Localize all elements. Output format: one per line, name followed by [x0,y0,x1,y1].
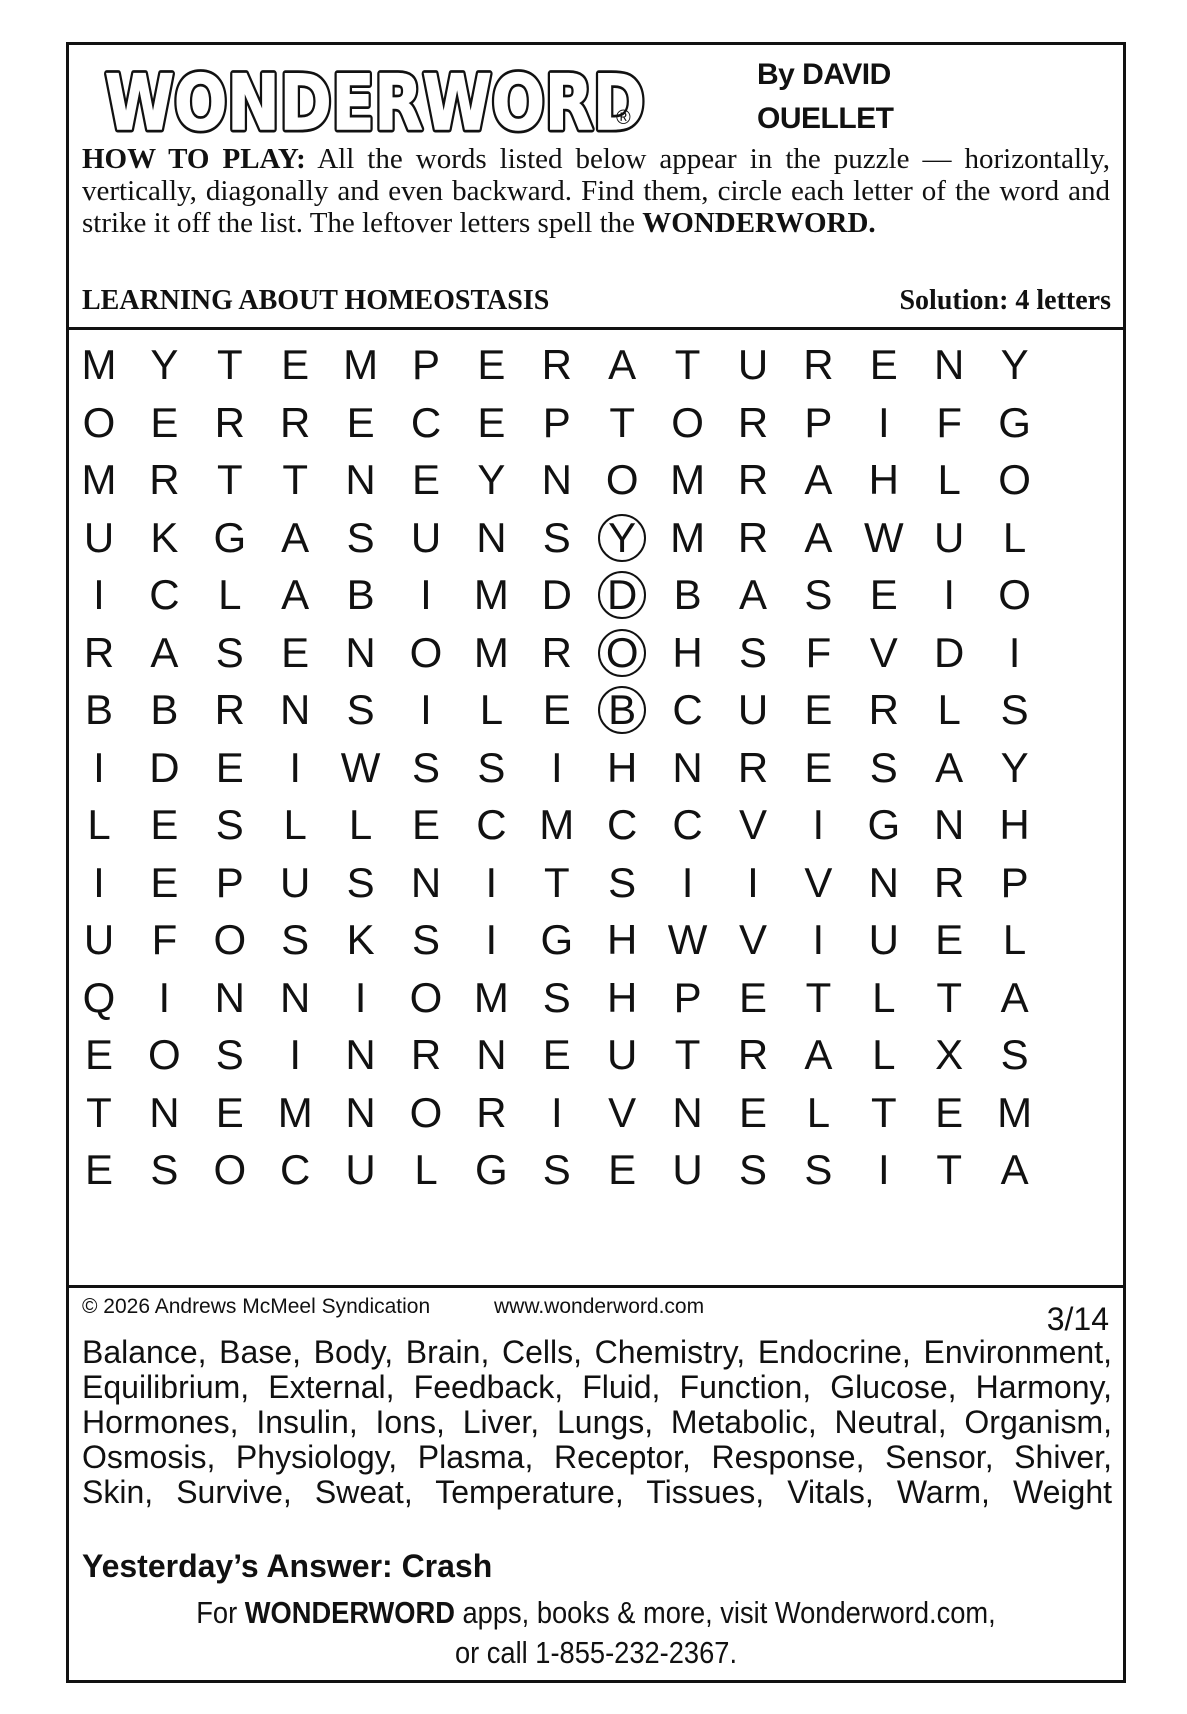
copyright: © 2026 Andrews McMeel Syndication [82,1295,431,1318]
grid-cell[interactable]: G [998,398,1031,446]
grid-cell[interactable]: E [542,686,571,733]
grid-cell[interactable]: R [737,456,769,503]
grid-cell[interactable]: B [673,571,702,618]
grid-cell[interactable]: E [411,456,440,503]
grid-cell[interactable]: E [150,858,179,906]
grid-cell[interactable]: E [346,398,375,446]
grid-cell[interactable]: A [935,743,964,791]
grid-cell[interactable]: I [943,571,956,618]
grid-cell[interactable]: E [542,1031,571,1078]
grid-cell[interactable]: Y [592,508,652,568]
grid-cell[interactable]: N [934,341,965,388]
grid-cell[interactable]: Y [150,341,179,388]
grid-cell[interactable]: F [936,398,963,446]
grid-cell[interactable]: E [935,1088,964,1136]
registered-mark: ® [616,107,631,129]
grid-cell[interactable]: M [473,973,509,1021]
grid-cell[interactable]: S [804,571,833,618]
grid-cell[interactable]: P [542,398,571,446]
grid-cell[interactable]: R [541,341,572,388]
grid-cell[interactable]: S [804,1146,833,1193]
grid-cell[interactable]: P [804,398,833,446]
grid-cell[interactable]: M [539,801,575,848]
grid-cell[interactable]: L [872,973,896,1021]
grid-cell[interactable]: S [477,743,506,791]
grid-cell[interactable]: A [738,571,767,618]
grid-cell[interactable]: A [804,456,833,503]
grid-cell[interactable]: H [607,916,638,963]
grid-cell[interactable]: U [737,686,769,733]
solution-length: Solution: 4 letters [899,285,1111,316]
grid-cell[interactable]: I [747,858,759,906]
grid-cell[interactable]: I [354,973,367,1021]
grid-cell[interactable]: O [998,571,1031,618]
grid-cell[interactable]: V [608,1088,637,1136]
how-to-play-tail: WONDERWORD. [642,207,876,239]
grid-cell[interactable]: E [608,1146,637,1193]
grid-cell[interactable]: L [218,571,242,618]
grid-cell[interactable]: T [543,858,570,906]
grid-cell[interactable]: M [670,513,706,561]
grid-cell[interactable]: O [592,623,652,683]
grid-cell[interactable]: N [476,513,507,561]
grid-cell[interactable]: E [804,743,833,791]
grid-cell[interactable]: E [935,916,964,963]
grid-cell[interactable]: M [473,628,509,676]
grid-cell[interactable]: S [281,916,310,963]
puzzle-theme: LEARNING ABOUT HOMEOSTASIS [82,285,550,316]
grid-cell[interactable]: T [86,1088,112,1136]
grid-cell[interactable]: O [998,456,1031,503]
grid-cell[interactable]: U [345,1146,376,1193]
grid-cell[interactable]: D [592,565,652,625]
grid-cell[interactable]: R [476,1088,507,1136]
grid-cell[interactable]: E [281,628,310,676]
grid-cell[interactable]: U [83,916,115,963]
grid-cell[interactable]: G [475,1146,508,1193]
grid-cell[interactable]: O [409,628,443,676]
grid-cell[interactable]: N [476,1031,507,1078]
grid-cell[interactable]: S [215,1031,244,1078]
grid-cell[interactable]: H [868,456,899,503]
grid-cell[interactable]: C [672,801,703,848]
yesterday-answer: Yesterday’s Answer: Crash [82,1548,493,1584]
grid-cell[interactable]: W [667,916,708,963]
grid-cell[interactable]: V [804,858,833,906]
grid-cell[interactable]: S [738,628,767,676]
grid-cell[interactable]: A [608,341,637,388]
grid-cell[interactable]: R [737,513,769,561]
grid-cell[interactable]: T [282,456,309,503]
grid-cell[interactable]: U [737,341,769,388]
grid-cell[interactable]: E [804,686,833,733]
grid-cell[interactable]: O [409,1088,443,1136]
grid-cell[interactable]: M [277,1088,313,1136]
grid-cell[interactable]: I [681,858,694,906]
grid-cell[interactable]: D [541,571,572,618]
grid-cell[interactable]: P [673,973,702,1021]
grid-cell[interactable]: A [1000,973,1029,1021]
grid-cell[interactable]: S [738,1146,767,1193]
grid-cell[interactable]: L [87,801,111,848]
grid-cell[interactable]: I [485,916,498,963]
website-link[interactable]: www.wonderword.com [494,1295,705,1318]
grid-cell[interactable]: C [607,801,638,848]
word-list: Balance, Base, Body, Brain, Cells, Chemistry, Endocrine, Environment, Equilibrium, External, Feedback, Fluid, Function, Glucose, Harmony, Hormones, Insulin, Ions, Liver, Lungs, Metabolic, Neutral, Organism, Osmosis, Physiology, Plasma, Receptor, Response, Sensor, Shiver, Skin, Survive, Sweat, Temperature, Tissues, Vitals, Warm, Weight [82,1334,1112,1510]
grid-cell[interactable]: Q [82,973,116,1021]
grid-cell[interactable]: I [877,398,890,446]
how-to-play-text: All the words listed below appear in the puzzle — horizontally, vertically, diagonally and even backward. Find them, circle each letter of the word and strike it off the list. The leftover letters spell the [82,143,1111,239]
grid-cell[interactable]: I [1008,628,1021,676]
grid-cell[interactable]: L [414,1146,438,1193]
grid-cell[interactable]: N [280,973,311,1021]
logo-text: WONDERWORD [105,58,645,147]
grid-cell[interactable]: I [158,973,171,1021]
grid-cell[interactable]: E [215,1088,244,1136]
grid-cell[interactable]: B [84,686,113,733]
grid-cell[interactable]: S [542,513,571,561]
grid-cell[interactable]: B [150,686,179,733]
grid-cell[interactable]: T [674,341,701,388]
grid-cell[interactable]: C [410,398,442,446]
grid-cell[interactable]: N [345,1031,376,1078]
grid-cell[interactable]: T [216,456,243,503]
grid-cell[interactable]: R [868,686,899,733]
grid-cell[interactable]: W [863,513,904,561]
grid-cell[interactable]: A [804,513,833,561]
grid-cell[interactable]: S [1000,1031,1029,1078]
footer-promo: For WONDERWORD apps, books & more, visit Wonderword.com, or call 1-855-232-2367. [132,1593,1060,1673]
grid-cell[interactable]: N [345,456,376,503]
grid-cell[interactable]: D [934,628,965,676]
grid-cell[interactable]: A [804,1031,833,1078]
grid-cell[interactable]: E [477,398,506,446]
grid-cell[interactable]: N [345,1088,376,1136]
grid-cell[interactable]: X [935,1031,964,1078]
grid-cell[interactable]: S [869,743,898,791]
grid-cell[interactable]: U [410,513,442,561]
grid-cell[interactable]: I [485,858,498,906]
grid-cell[interactable]: C [476,801,507,848]
grid-cell[interactable]: N [149,1088,180,1136]
svg-text:WONDERWORD: WONDERWORD [105,58,645,147]
grid-cell[interactable]: I [812,801,825,848]
grid-cell[interactable]: N [280,686,311,733]
grid-cell[interactable]: M [670,456,706,503]
grid-cell[interactable]: C [672,686,703,733]
grid-cell[interactable]: E [869,571,898,618]
grid-cell[interactable]: L [872,1031,896,1078]
grid-cell[interactable]: R [280,398,311,446]
grid-cell[interactable]: K [150,513,179,561]
how-to-play [82,143,1110,239]
grid-cell[interactable]: R [737,398,769,446]
grid-cell[interactable]: R [214,398,245,446]
how-to-play-label: HOW TO PLAY: [82,143,306,175]
grid-cell[interactable]: K [346,916,375,963]
grid-cell[interactable]: A [281,513,310,561]
footer-brand: WONDERWORD [244,1595,455,1630]
grid-cell[interactable]: R [737,743,769,791]
grid-cell[interactable]: G [540,916,574,963]
grid-cell[interactable]: S [346,686,375,733]
grid-cell[interactable]: L [1002,513,1027,561]
grid-cell[interactable]: M [343,341,379,388]
grid-cell[interactable]: Y [1000,341,1029,388]
grid-cell[interactable]: C [149,571,180,618]
grid-cell[interactable]: L [806,1088,831,1136]
grid-cell[interactable]: I [93,743,105,791]
grid-cell[interactable]: I [420,686,432,733]
grid-cell[interactable]: S [150,1146,179,1193]
grid-cell[interactable]: L [937,686,961,733]
grid-cell[interactable]: H [607,743,638,791]
grid-cell[interactable]: U [83,513,115,561]
grid-cell[interactable]: S [346,513,375,561]
grid-cell[interactable]: S [608,858,637,906]
grid-cell[interactable]: E [150,398,179,446]
grid-cell[interactable]: T [609,398,636,446]
grid-cell[interactable]: F [805,628,832,676]
grid-cell[interactable]: R [934,858,965,906]
grid-cell[interactable]: L [937,456,961,503]
grid-cell[interactable]: I [877,1146,890,1193]
grid-cell[interactable]: N [410,858,442,906]
grid-cell[interactable]: E [84,1146,113,1193]
divider-top [69,327,1123,330]
grid-cell[interactable]: I [550,743,563,791]
grid-cell[interactable]: O [605,456,639,503]
grid-cell[interactable]: G [867,801,901,848]
grid-cell[interactable]: N [345,628,376,676]
grid-cell[interactable]: S [346,858,375,906]
puzzle-date: 3/14 [1046,1301,1109,1337]
grid-cell[interactable]: R [83,628,115,676]
grid-cell[interactable]: I [812,916,825,963]
grid-cell[interactable]: F [151,916,178,963]
grid-cell[interactable]: E [84,1031,113,1078]
grid-cell[interactable]: N [541,456,572,503]
grid-cell[interactable]: G [213,513,247,561]
grid-cell[interactable]: H [607,973,638,1021]
grid-cell[interactable]: E [477,341,506,388]
grid-cell[interactable]: T [216,341,243,388]
grid-cell[interactable]: V [869,628,898,676]
grid-cell[interactable]: W [340,743,381,791]
grid-cell[interactable]: O [82,398,116,446]
grid-cell[interactable]: P [411,341,440,388]
grid-cell[interactable]: M [81,341,117,388]
grid-cell[interactable]: L [283,801,307,848]
grid-cell[interactable]: S [542,1146,571,1193]
grid-cell[interactable]: O [409,973,443,1021]
grid-cell[interactable]: R [214,686,245,733]
grid-cell[interactable]: O [148,1031,181,1078]
grid-cell[interactable]: S [411,743,440,791]
grid-cell[interactable]: E [411,801,440,848]
grid-cell[interactable]: B [346,571,375,618]
grid-cell[interactable]: E [215,743,244,791]
grid-cell[interactable]: A [1000,1146,1029,1193]
footer-phone: or call 1-855-232-2367. [454,1635,738,1670]
grid-cell[interactable]: U [868,916,899,963]
grid-cell[interactable]: M [997,1088,1033,1136]
grid-cell[interactable]: R [149,456,180,503]
grid-cell[interactable]: R [410,1031,442,1078]
grid-cell[interactable]: N [934,801,965,848]
grid-cell[interactable]: S [411,916,440,963]
grid-cell[interactable]: N [868,858,899,906]
grid-cell[interactable]: T [870,1088,897,1136]
grid-cell[interactable]: I [289,1031,302,1078]
grid-cell[interactable]: C [280,1146,311,1193]
puzzle-frame [66,42,1126,1683]
grid-cell[interactable]: H [999,801,1030,848]
grid-cell[interactable]: R [541,628,572,676]
grid-cell[interactable]: A [281,571,310,618]
grid-cell[interactable]: I [550,1088,563,1136]
grid-cell[interactable]: S [215,801,244,848]
grid-cell[interactable]: U [934,513,965,561]
grid-cell[interactable]: P [1000,858,1029,906]
grid-cell[interactable]: E [281,341,310,388]
grid-cell[interactable]: U [280,858,311,906]
grid-cell[interactable]: O [213,1146,247,1193]
grid-cell[interactable]: E [869,341,898,388]
grid-cell[interactable]: T [805,973,832,1021]
grid-cell[interactable]: T [674,1031,701,1078]
grid-cell[interactable]: B [592,680,652,740]
grid-cell[interactable]: M [81,456,117,503]
grid-cell[interactable]: H [672,628,703,676]
grid-cell[interactable]: T [936,1146,963,1193]
grid-cell[interactable]: N [672,743,703,791]
grid-cell[interactable]: O [213,916,247,963]
grid-cell[interactable]: R [803,341,834,388]
grid-cell[interactable]: E [738,1088,767,1136]
grid-cell[interactable]: L [348,801,373,848]
grid-cell[interactable]: U [672,1146,703,1193]
grid-cell[interactable]: V [738,801,767,848]
divider-bottom [69,1285,1123,1288]
grid-cell[interactable]: A [150,628,179,676]
grid-cell[interactable]: S [215,628,244,676]
grid-cell[interactable]: P [215,858,244,906]
grid-cell[interactable]: Y [1000,743,1029,791]
grid-cell[interactable]: M [473,571,509,618]
grid-cell[interactable]: L [1002,916,1027,963]
author-byline: By DAVID OUELLET [757,58,894,135]
grid-cell[interactable]: N [214,973,245,1021]
grid-cell[interactable]: T [936,973,963,1021]
grid-cell[interactable]: E [738,973,767,1021]
grid-cell[interactable]: O [671,398,704,446]
grid-cell[interactable]: N [672,1088,703,1136]
grid-cell[interactable]: U [607,1031,638,1078]
grid-cell[interactable]: E [150,801,179,848]
grid-cell[interactable]: S [542,973,571,1021]
grid-cell[interactable]: L [479,686,504,733]
grid-cell[interactable]: R [737,1031,769,1078]
grid-cell[interactable]: I [289,743,302,791]
grid-cell[interactable]: V [738,916,767,963]
grid-cell[interactable]: D [149,743,180,791]
grid-cell[interactable]: I [93,571,105,618]
wonderword-logo [99,57,654,149]
grid-cell[interactable]: I [93,858,105,906]
grid-cell[interactable]: Y [477,456,506,503]
grid-cell[interactable]: S [1000,686,1029,733]
grid-cell[interactable]: I [420,571,432,618]
